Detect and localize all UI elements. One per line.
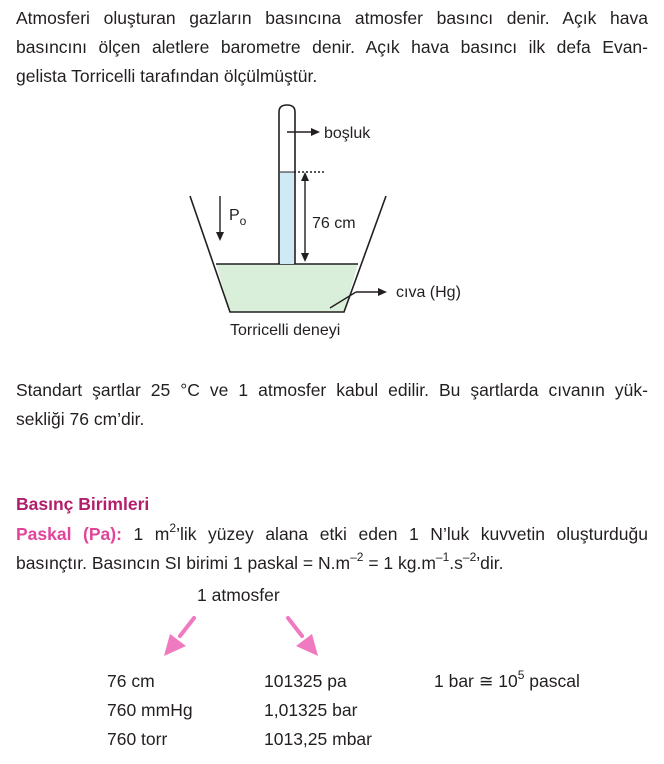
left-value-2: 760 mmHg bbox=[107, 700, 193, 720]
pressure-label: $P_o$ bbox=[229, 207, 247, 228]
mercury-pool bbox=[216, 264, 358, 312]
left-pink-arrow bbox=[160, 612, 200, 660]
mercury-column bbox=[280, 172, 294, 264]
figure-caption: Torricelli deneyi bbox=[230, 322, 341, 339]
standard-line-1: Standart şartlar 25 °C ve 1 atmosfer kabul edilir. Bu şartlarda cıvanın yük- bbox=[16, 380, 648, 400]
pascal-definition bbox=[16, 520, 648, 578]
standard-paragraph bbox=[16, 376, 648, 434]
mercury-label: cıva (Hg) bbox=[396, 284, 461, 301]
torricelli-diagram bbox=[0, 100, 664, 350]
right-value-1: 101325 pa bbox=[264, 671, 347, 691]
left-value-3: 760 torr bbox=[107, 729, 168, 749]
vacuum-label: boşluk bbox=[324, 125, 371, 142]
pascal-label: Paskal (Pa): bbox=[16, 524, 122, 544]
section-heading: Basınç Birimleri bbox=[16, 494, 150, 514]
pascal-line-2: basınçtır. Basıncın SI birimi 1 paskal = $N.m^{-2} = 1$ $kg.m^{-1}.s^{-2}’dir$. bbox=[16, 550, 504, 573]
atmosphere-label: 1 atmosfer bbox=[197, 585, 280, 605]
right-pink-arrow bbox=[282, 612, 322, 660]
right-value-2: 1,01325 bar bbox=[264, 700, 358, 720]
standard-line-2: sekliği 76 cm’dir. bbox=[16, 409, 145, 429]
bar-conversion: 1 bar ≅ $10^5$ pascal bbox=[434, 668, 580, 691]
left-value-1: 76 cm bbox=[107, 671, 155, 691]
intro-paragraph bbox=[16, 4, 648, 91]
pascal-line-1: Paskal (Pa): 1 $m^2’lik$ yüzey alana etki eden 1 N’luk kuvvetin oluşturduğu bbox=[16, 521, 648, 544]
intro-line-2: basıncını ölçen aletlere barometre denir. Açık hava basıncı ilk defa Evan- bbox=[16, 37, 648, 57]
intro-line-1: Atmosferi oluşturan gazların basıncına atmosfer basıncı denir. Açık hava bbox=[16, 8, 648, 28]
right-value-3: 1013,25 mbar bbox=[264, 729, 372, 749]
intro-line-3: gelista Torricelli tarafından ölçülmüştür. bbox=[16, 66, 318, 86]
height-label: 76 cm bbox=[312, 215, 356, 232]
